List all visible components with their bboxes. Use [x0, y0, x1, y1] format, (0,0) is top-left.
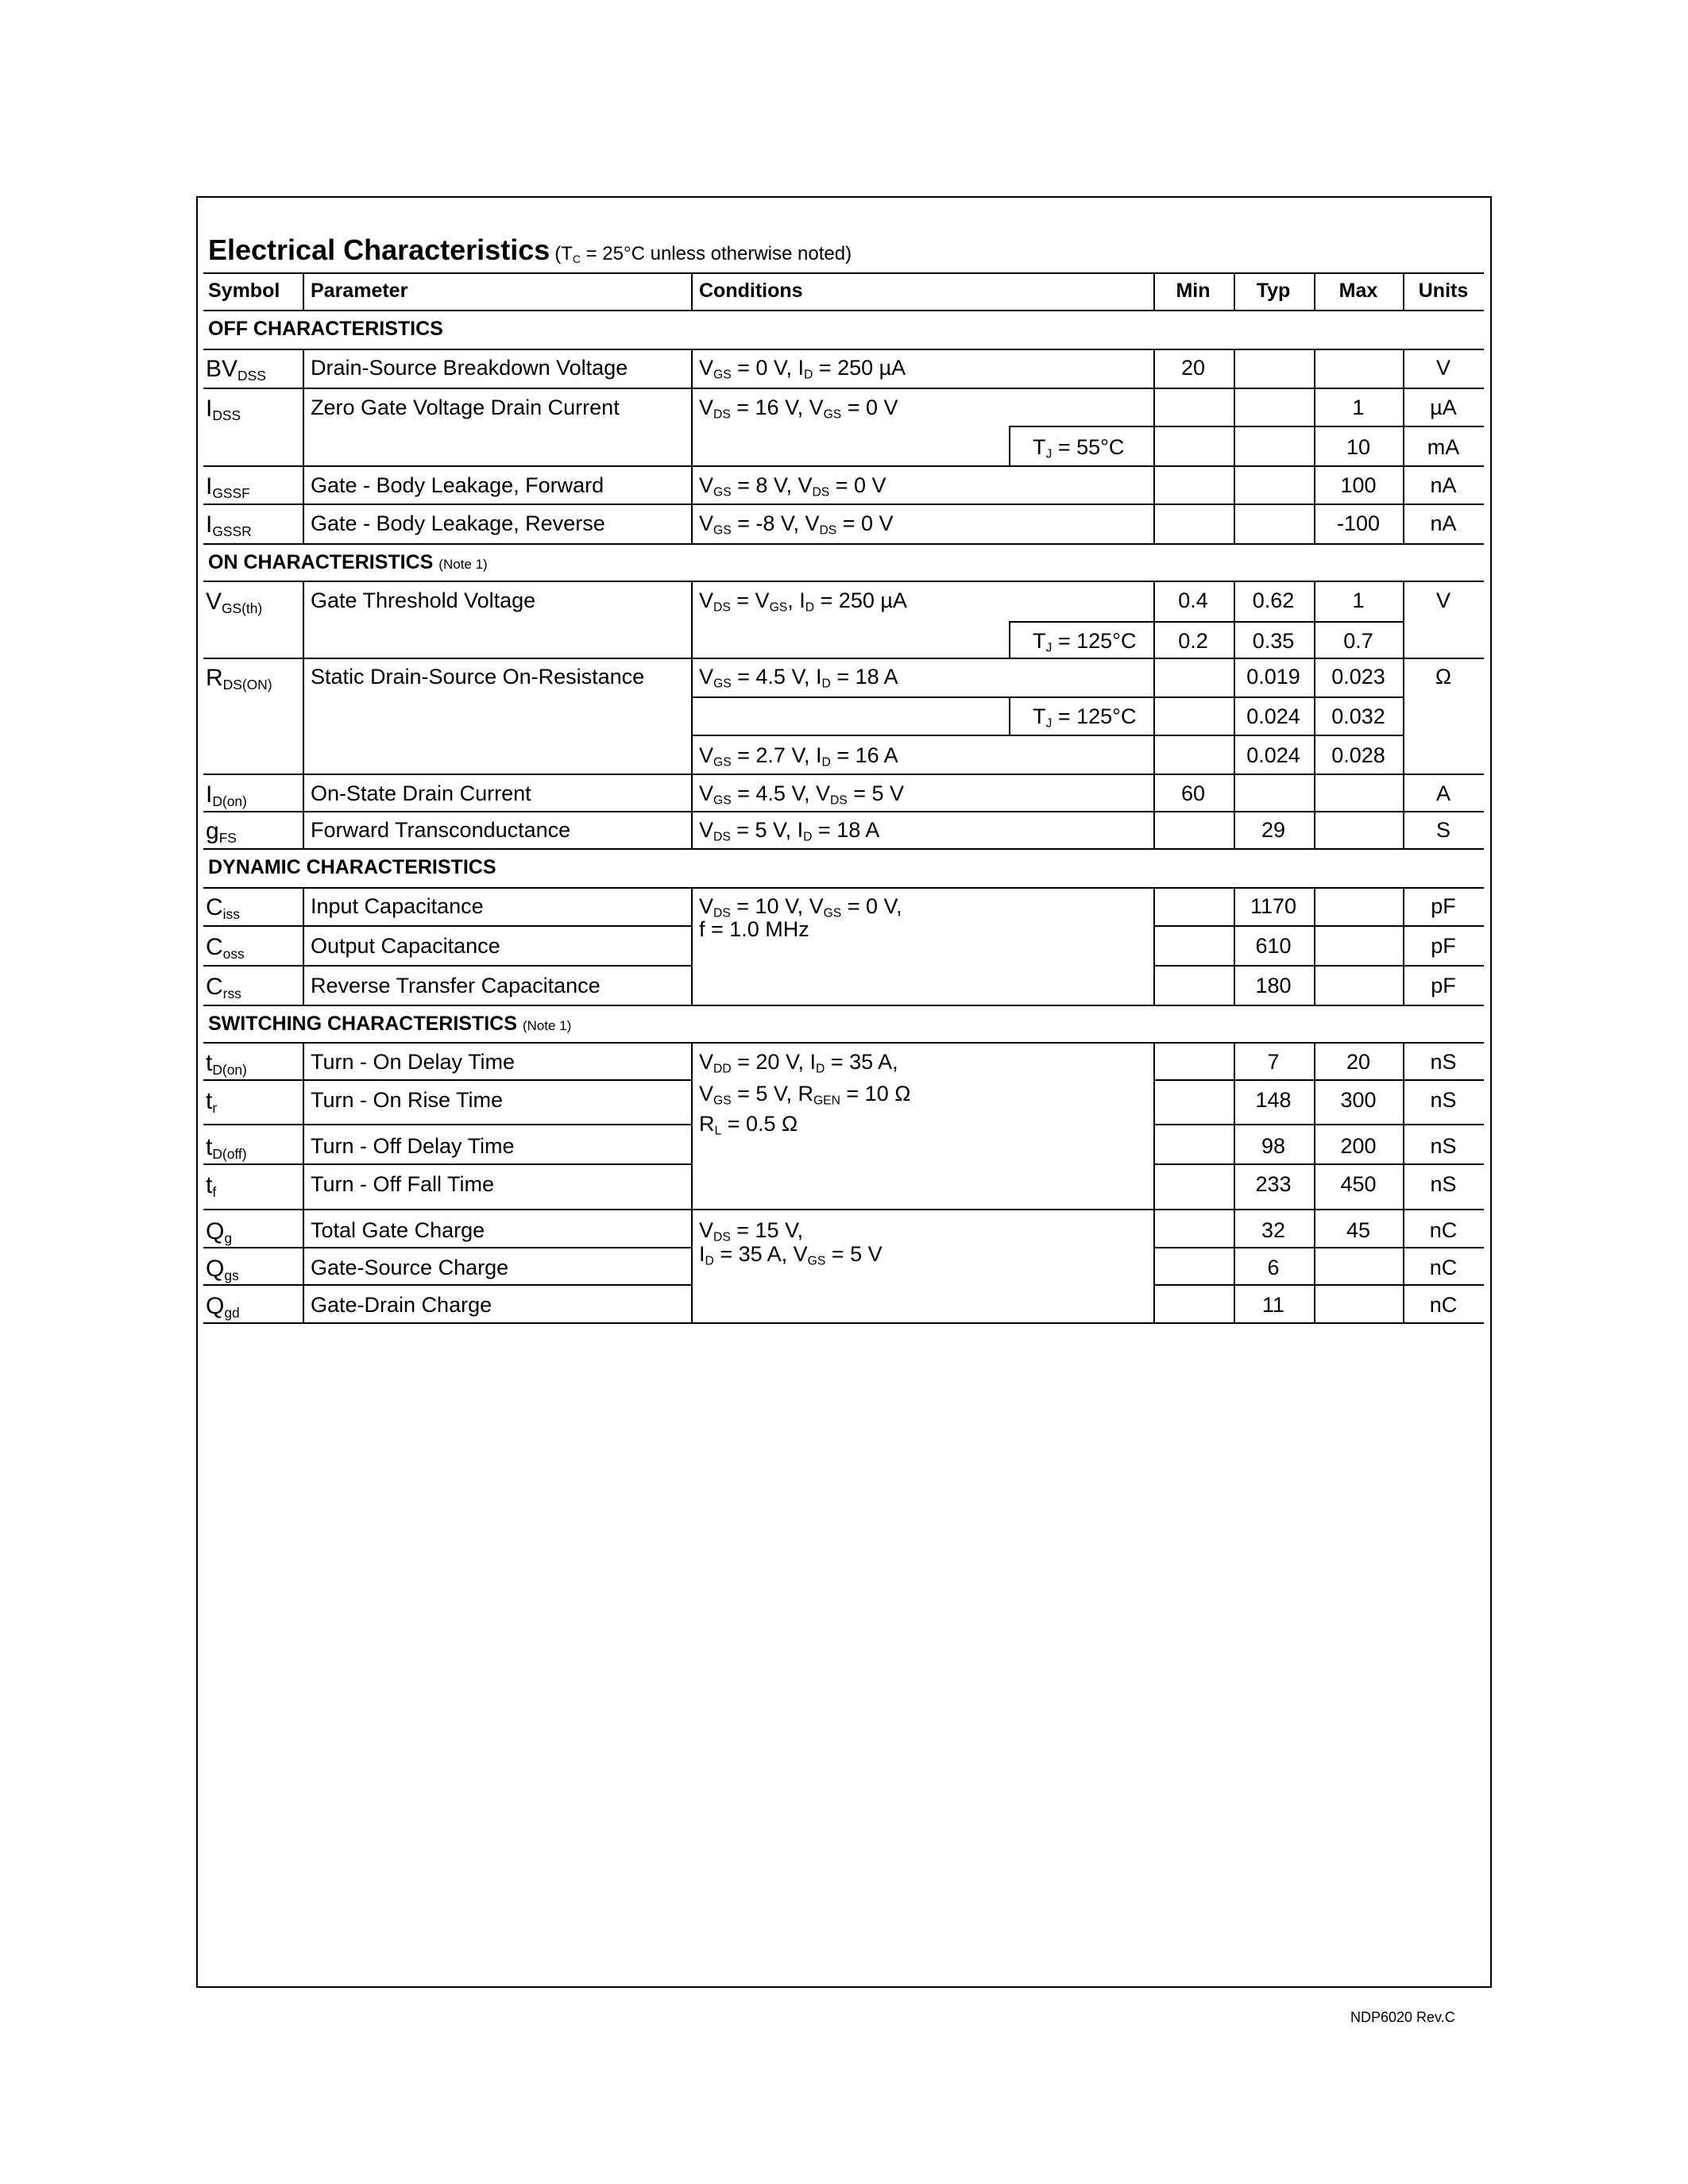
column-divider — [1153, 1042, 1155, 1322]
column-divider — [1153, 349, 1155, 543]
vgsth-parameter: Gate Threshold Voltage — [311, 588, 536, 612]
charge-conditions-line1: $V_{DS} = 15$ V, — [699, 1218, 804, 1244]
section-switching: SWITCHING CHARACTERISTICS (Note 1) — [208, 1013, 572, 1035]
tr-max: 300 — [1340, 1088, 1377, 1112]
header-column-divider — [303, 272, 304, 310]
tdoff-typ: 98 — [1261, 1134, 1286, 1158]
column-divider — [1314, 1042, 1315, 1322]
igssr-parameter: Gate - Body Leakage, Reverse — [311, 511, 605, 535]
column-divider — [1234, 349, 1235, 543]
tdon-typ: 7 — [1267, 1050, 1280, 1074]
row-divider — [203, 1124, 691, 1125]
rdson-max: 0.023 — [1331, 665, 1385, 689]
section-on: ON CHARACTERISTICS (Note 1) — [208, 551, 488, 573]
header-parameter: Parameter — [311, 280, 408, 302]
row-divider — [203, 581, 1484, 582]
row-divider — [1153, 925, 1484, 927]
characteristics-table — [203, 0, 1484, 1350]
idss-max-hot: 10 — [1346, 435, 1371, 459]
column-divider — [1403, 887, 1404, 1005]
idon-unit: A — [1435, 781, 1451, 805]
igssr-conditions: $V_{GS} = -8$ V, $V_{DS} = 0$ V — [699, 511, 894, 538]
header-column-divider — [1153, 272, 1155, 310]
header-units: Units — [1418, 280, 1469, 302]
row-divider — [203, 1042, 1484, 1044]
row-divider — [203, 349, 1484, 350]
tdon-symbol: $t_{D(on)}$ — [206, 1050, 247, 1078]
ciss-symbol: $C_{iss}$ — [206, 894, 240, 922]
row-divider — [203, 1163, 691, 1165]
tdon-max: 20 — [1346, 1050, 1371, 1074]
tdon-parameter: Turn - On Delay Time — [311, 1050, 516, 1074]
idss-unit: µA — [1430, 396, 1457, 419]
footer-revision: NDP6020 Rev.C — [1350, 2009, 1455, 2025]
row-divider — [203, 388, 1484, 389]
rdson-tj-condition: $T_J = 125^\circ C$ — [1033, 704, 1137, 731]
gfs-symbol: $g_{FS}$ — [206, 818, 237, 846]
table-bottom-rule — [203, 1322, 1484, 1324]
header-top-rule — [203, 272, 1484, 274]
qgd-unit: nC — [1429, 1293, 1458, 1317]
qgs-symbol: $Q_{gs}$ — [206, 1256, 239, 1283]
coss-typ: 610 — [1255, 934, 1292, 958]
vgsth-min: 0.4 — [1178, 588, 1208, 612]
column-divider — [303, 349, 304, 543]
coss-symbol: $C_{oss}$ — [206, 934, 245, 962]
qgd-parameter: Gate-Drain Charge — [311, 1293, 492, 1317]
header-column-divider — [1314, 272, 1315, 310]
row-divider — [1009, 426, 1153, 427]
row-divider — [203, 465, 1484, 467]
idon-parameter: On-State Drain Current — [311, 781, 531, 805]
row-divider — [203, 1209, 1484, 1210]
igssf-conditions: $V_{GS} = 8$ V, $V_{DS} = 0$ V — [699, 473, 886, 500]
column-divider — [1403, 1042, 1404, 1322]
column-divider — [303, 1042, 304, 1322]
gfs-unit: S — [1435, 818, 1451, 842]
vgsth-conditions: $V_{DS} = V_{GS}$, $I_D = 250$ µA — [699, 588, 907, 615]
row-divider — [691, 696, 1403, 698]
igssf-max: 100 — [1340, 473, 1377, 497]
tf-symbol: $t_f$ — [206, 1172, 217, 1200]
switching-conditions-line2: $V_{GS} = 5$ V, $R_{GEN} = 10$ Ω — [699, 1082, 911, 1108]
row-divider — [1153, 1284, 1484, 1286]
tf-max: 450 — [1340, 1172, 1377, 1196]
row-divider — [203, 1247, 691, 1248]
rdson-conditions: $V_{GS} = 4.5$ V, $I_D = 18$ A — [699, 665, 898, 691]
tdoff-symbol: $t_{D(off)}$ — [206, 1134, 247, 1162]
tf-unit: nS — [1430, 1172, 1457, 1196]
header-column-divider — [691, 272, 693, 310]
qgd-typ: 11 — [1261, 1293, 1285, 1317]
tf-parameter: Turn - Off Fall Time — [311, 1172, 495, 1196]
tr-typ: 148 — [1255, 1088, 1292, 1112]
igssf-parameter: Gate - Body Leakage, Forward — [311, 473, 605, 497]
title-condition: ($T_C = 25^\circ C$ unless otherwise noted) — [554, 243, 852, 265]
section-dynamic: DYNAMIC CHARACTERISTICS — [208, 856, 496, 878]
tj-divider — [1009, 696, 1010, 735]
qgs-parameter: Gate-Source Charge — [311, 1256, 509, 1279]
row-divider — [303, 965, 691, 967]
rdson-typ-low-vgs: 0.024 — [1246, 743, 1300, 767]
tf-typ: 233 — [1255, 1172, 1292, 1196]
tj-divider — [1009, 426, 1010, 465]
row-divider — [1153, 1079, 1484, 1081]
vgsth-max: 1 — [1352, 588, 1365, 612]
qgd-symbol: $Q_{gd}$ — [206, 1293, 240, 1321]
row-divider — [1153, 1124, 1484, 1125]
column-divider — [1234, 581, 1235, 848]
header-min: Min — [1176, 280, 1211, 302]
gfs-parameter: Forward Transconductance — [311, 818, 571, 842]
column-divider — [691, 1042, 693, 1322]
qgs-typ: 6 — [1267, 1256, 1280, 1279]
row-divider — [1153, 1163, 1484, 1165]
row-divider — [1153, 965, 1484, 967]
idss-unit-hot: mA — [1427, 435, 1460, 459]
vgsth-unit: V — [1435, 588, 1451, 612]
ciss-parameter: Input Capacitance — [311, 894, 484, 918]
idss-max: 1 — [1352, 396, 1365, 419]
row-divider — [203, 811, 1484, 812]
row-divider — [691, 735, 1403, 736]
dynamic-conditions-line2: f = 1.0 MHz — [699, 917, 809, 941]
vgsth-min-hot: 0.2 — [1178, 629, 1208, 653]
header-bottom-rule — [203, 310, 1484, 311]
column-divider — [1234, 887, 1235, 1005]
rdson-typ: 0.019 — [1246, 665, 1300, 689]
idon-min: 60 — [1180, 781, 1206, 805]
ciss-unit: pF — [1431, 894, 1456, 918]
title-main: Electrical Characteristics — [208, 233, 550, 266]
row-divider — [203, 774, 1484, 775]
vgsth-symbol: $V_{GS(th)}$ — [206, 588, 263, 616]
qg-parameter: Total Gate Charge — [311, 1218, 485, 1242]
tdoff-max: 200 — [1340, 1134, 1377, 1158]
section-off: OFF CHARACTERISTICS — [208, 318, 443, 340]
header-column-divider — [1234, 272, 1235, 310]
tr-unit: nS — [1430, 1088, 1457, 1112]
crss-unit: pF — [1431, 974, 1456, 997]
row-divider — [203, 965, 303, 967]
bvdss-conditions: $V_{GS} = 0$ V, $I_D = 250$ µA — [699, 356, 906, 382]
header-symbol: Symbol — [208, 280, 280, 302]
row-divider — [203, 504, 1484, 505]
vgsth-typ: 0.62 — [1252, 588, 1295, 612]
rdson-typ-hot: 0.024 — [1246, 704, 1300, 728]
rdson-max-low-vgs: 0.028 — [1331, 743, 1385, 767]
row-divider — [203, 1005, 1484, 1006]
column-divider — [691, 887, 693, 1005]
idon-symbol: $I_{D(on)}$ — [206, 781, 247, 809]
header-typ: Typ — [1256, 280, 1291, 302]
header-max: Max — [1338, 280, 1378, 302]
rdson-max-hot: 0.032 — [1331, 704, 1385, 728]
header-column-divider — [1403, 272, 1404, 310]
column-divider — [1153, 887, 1155, 1005]
igssf-unit: nA — [1430, 473, 1457, 497]
crss-parameter: Reverse Transfer Capacitance — [311, 974, 601, 997]
rdson-unit: Ω — [1435, 665, 1452, 689]
idss-tj-condition: $T_J = 55^\circ C$ — [1033, 435, 1125, 461]
rdson-symbol: $R_{DS(ON)}$ — [206, 665, 272, 693]
idon-conditions: $V_{GS} = 4.5$ V, $V_{DS} = 5$ V — [699, 781, 905, 808]
vgsth-max-hot: 0.7 — [1343, 629, 1373, 653]
crss-typ: 180 — [1255, 974, 1292, 997]
column-divider — [1314, 581, 1315, 848]
igssf-symbol: $I_{GSSF}$ — [206, 473, 250, 501]
qg-typ: 32 — [1261, 1218, 1286, 1242]
coss-parameter: Output Capacitance — [311, 934, 500, 958]
tr-symbol: $t_r$ — [206, 1088, 218, 1116]
row-divider — [203, 543, 1484, 545]
row-divider — [1009, 621, 1403, 623]
qg-max: 45 — [1346, 1218, 1371, 1242]
column-divider — [1314, 887, 1315, 1005]
column-divider — [1403, 349, 1404, 543]
dynamic-conditions-line1: $V_{DS} = 10$ V, $V_{GS} = 0$ V, — [699, 894, 902, 920]
row-divider — [203, 1079, 691, 1081]
gfs-conditions: $V_{DS} = 5$ V, $I_D = 18$ A — [699, 818, 880, 844]
vgsth-typ-hot: 0.35 — [1252, 629, 1295, 653]
row-divider — [203, 925, 303, 927]
row-divider — [1153, 1247, 1484, 1248]
tdoff-parameter: Turn - Off Delay Time — [311, 1134, 515, 1158]
switching-conditions-line1: $V_{DD} = 20$ V, $I_D = 35$ A, — [699, 1050, 898, 1076]
switching-conditions-line3: $R_L = 0.5$ Ω — [699, 1112, 798, 1138]
idss-conditions: $V_{DS} = 16$ V, $V_{GS} = 0$ V — [699, 396, 898, 422]
igssr-unit: nA — [1430, 511, 1457, 535]
crss-symbol: $C_{rss}$ — [206, 974, 241, 1001]
row-divider — [203, 848, 1484, 850]
coss-unit: pF — [1431, 934, 1456, 958]
bvdss-parameter: Drain-Source Breakdown Voltage — [311, 356, 628, 380]
rdson-conditions-low-vgs: $V_{GS} = 2.7$ V, $I_D = 16$ A — [699, 743, 898, 770]
vgsth-tj-condition: $T_J = 125^\circ C$ — [1033, 629, 1137, 655]
column-divider — [691, 581, 693, 848]
bvdss-unit: V — [1435, 356, 1451, 380]
tdoff-unit: nS — [1430, 1134, 1457, 1158]
column-divider — [1234, 1042, 1235, 1322]
column-divider — [303, 581, 304, 848]
row-divider — [303, 925, 691, 927]
tj-divider — [1009, 621, 1010, 658]
idss-symbol: $I_{DSS}$ — [206, 396, 241, 423]
header-conditions: Conditions — [699, 280, 803, 302]
column-divider — [1314, 349, 1315, 543]
tdon-unit: nS — [1430, 1050, 1457, 1074]
igssr-max: -100 — [1336, 511, 1381, 535]
tr-parameter: Turn - On Rise Time — [311, 1088, 504, 1112]
bvdss-min: 20 — [1180, 356, 1206, 380]
qg-symbol: $Q_g$ — [206, 1218, 233, 1246]
row-divider — [203, 887, 1484, 889]
column-divider — [1153, 581, 1155, 848]
gfs-typ: 29 — [1261, 818, 1286, 842]
idss-parameter: Zero Gate Voltage Drain Current — [311, 396, 620, 419]
row-divider — [203, 658, 1484, 659]
column-divider — [691, 349, 693, 543]
igssr-symbol: $I_{GSSR}$ — [206, 511, 252, 539]
rdson-parameter: Static Drain-Source On-Resistance — [311, 665, 645, 689]
column-divider — [1403, 581, 1404, 848]
ciss-typ: 1170 — [1250, 894, 1297, 918]
row-divider — [1153, 426, 1484, 427]
qgs-unit: nC — [1429, 1256, 1458, 1279]
bvdss-symbol: $BV_{DSS}$ — [206, 356, 266, 384]
row-divider — [203, 1284, 691, 1286]
qg-unit: nC — [1429, 1218, 1458, 1242]
column-divider — [303, 887, 304, 1005]
charge-conditions-line2: $I_D = 35$ A, $V_{GS} = 5$ V — [699, 1242, 883, 1268]
